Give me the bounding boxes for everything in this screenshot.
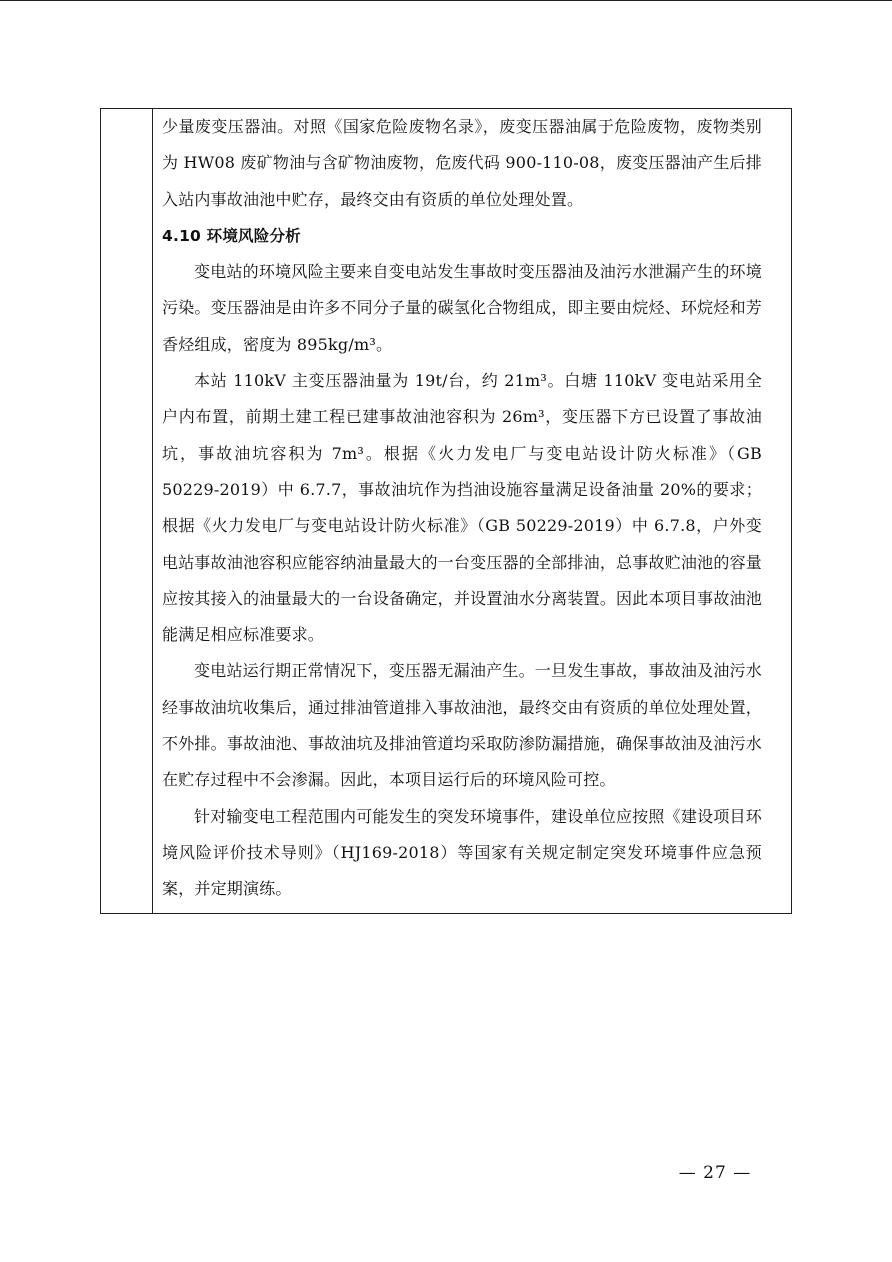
paragraph-continuation: 少量废变压器油。对照《国家危险废物名录》，废变压器油属于危险废物，废物类别为 HW08 废矿物油与含矿物油废物，危废代码 900-110-08，废变压器油产生后排入站内事故油池中贮存，最终交由有资质的单位处理处置。 bbox=[162, 117, 762, 209]
paragraph-emergency-plan: 针对输变电工程范围内可能发生的突发环境事件，建设单位应按照《建设项目环境风险评价技术导则》（HJ169-2018）等国家有关规定制定突发环境事件应急预案，并定期演练。 bbox=[162, 806, 762, 899]
paragraph-operation: 变电站运行期正常情况下，变压器无漏油产生。一旦发生事故，事故油及油污水经事故油坑收集后，通过排油管道排入事故油池，最终交由有资质的单位处理处置，不外排。事故油池、事故油坑及排油管道均采取防渗防漏措施，确保事故油及油污水在贮存过程中不会渗漏。因此，本项目运行后的环境风险可控。 bbox=[162, 661, 762, 790]
section-heading: 4.10 环境风险分析 bbox=[162, 226, 301, 245]
page-top-border bbox=[0, 0, 892, 1]
table-label-column bbox=[101, 109, 153, 913]
paragraph-oil-volume: 本站 110kV 主变压器油量为 19t/台，约 21m³。白塘 110kV 变电站采用全户内布置，前期土建工程已建事故油池容积为 26m³，变压器下方已设置了事故油坑，事故油坑容积为 7m³。根据《火力发电厂与变电站设计防火标准》（GB 50229-2019）中 6.7.7，事故油坑作为挡油设施容量满足设备油量 20%的要求；根据《火力发电厂与变电站设计防火标准》（GB 50229-2019）中 6.7.8，户外变电站事故油池容积应能容纳油量最大的一台变压器的全部排油，总事故贮油池的容量应按其接入的油量最大的一台设备确定，并设置油水分离装置。因此本项目事故油池能满足相应标准要求。 bbox=[162, 371, 762, 645]
table-content-cell bbox=[162, 109, 762, 908]
paragraph-risk-source: 变电站的环境风险主要来自变电站发生事故时变压器油及油污水泄漏产生的环境污染。变压器油是由许多不同分子量的碳氢化合物组成，即主要由烷烃、环烷烃和芳香烃组成，密度为 895kg/m³。 bbox=[162, 262, 762, 354]
page-number: — 27 — bbox=[678, 1163, 752, 1183]
content-table bbox=[100, 108, 792, 914]
